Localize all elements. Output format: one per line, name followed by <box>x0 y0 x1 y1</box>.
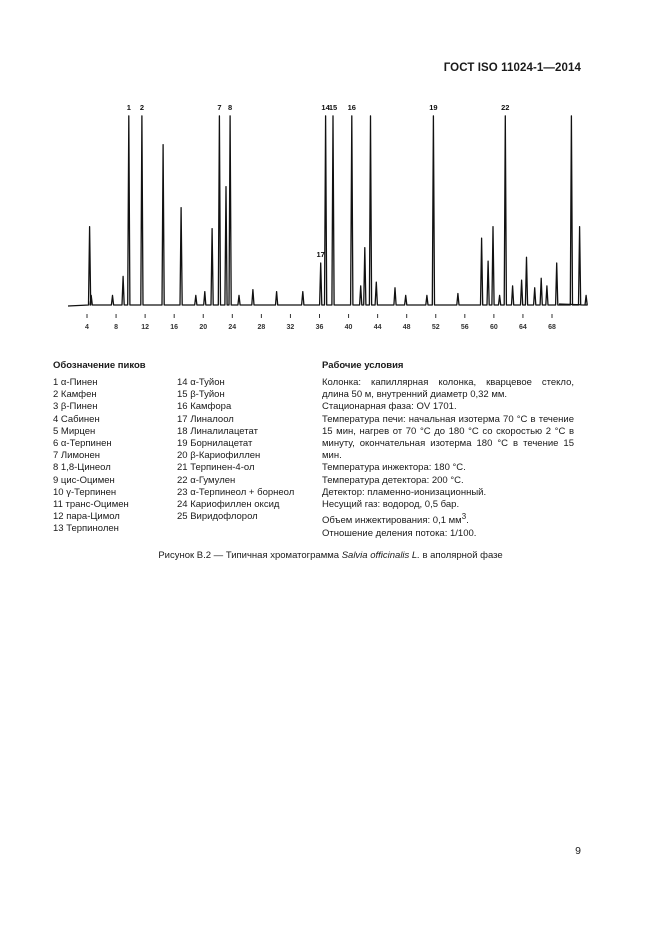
x-tick-label: 16 <box>170 324 179 331</box>
peak-label: 7 <box>217 102 222 112</box>
legend-entry: 17 Линалоол <box>177 413 234 425</box>
peaks-legend-column-2 <box>177 377 294 523</box>
x-tick-label: 20 <box>199 324 208 331</box>
x-tick-label: 40 <box>344 324 353 331</box>
legend-entry: 13 Терпинолен <box>53 523 119 535</box>
x-tick-label: 12 <box>141 324 150 331</box>
x-tick-label: 4 <box>85 324 89 331</box>
peak-label: 8 <box>228 102 233 112</box>
legend-entry: 16 Камфора <box>177 401 232 413</box>
caption-prefix: Рисунок В.2 — Типичная хроматограмма <box>158 550 342 561</box>
legend-entry: 2 Камфен <box>53 389 97 401</box>
peak-label: 22 <box>501 102 510 112</box>
legend-entry: 10 γ-Терпинен <box>53 486 117 498</box>
condition-carrier-gas: Несущий газ: водород, 0,5 бар. <box>322 499 460 511</box>
legend-entry: 11 транс-Оцимен <box>53 499 129 511</box>
conditions-title: Рабочие условия <box>322 360 404 371</box>
legend-entry: 24 Кариофиллен оксид <box>177 499 280 511</box>
peak-label: 16 <box>347 102 356 112</box>
legend-entry: 21 Терпинен-4-ол <box>177 462 255 474</box>
peak-label: 14 <box>321 102 330 112</box>
legend-entry: 14 α-Туйон <box>177 377 225 388</box>
peak-label: 17 <box>316 250 325 259</box>
volume-text: Объем инжектирования: 0,1 мм <box>322 515 462 527</box>
peak-label: 15 <box>328 102 338 112</box>
x-tick-label: 60 <box>489 324 498 331</box>
x-tick-label: 48 <box>402 324 411 331</box>
legend-entry: 6 α-Терпинен <box>53 438 112 450</box>
caption-suffix: в аполярной фазе <box>419 550 503 561</box>
x-tick-label: 68 <box>548 324 556 331</box>
volume-superscript: 3 <box>461 512 467 522</box>
legend-entry: 5 Мирцен <box>53 425 96 437</box>
peak-label: 2 <box>139 102 144 112</box>
condition-detector: Детектор: пламенно-ионизационный. <box>322 486 487 498</box>
legend-entry: 9 цис-Оцимен <box>53 474 115 486</box>
legend-entry: 3 β-Пинен <box>53 401 98 413</box>
peak-label: 19 <box>429 102 438 112</box>
volume-suffix: . <box>466 515 469 527</box>
standard-header: ГОСТ ISO 11024-1—2014 <box>443 62 581 74</box>
x-tick-label: 56 <box>460 324 469 331</box>
legend-entry: 1 α-Пинен <box>53 377 98 388</box>
legend-entry: 15 β-Туйон <box>177 389 225 401</box>
page-number: 9 <box>575 845 581 857</box>
x-axis-ticks <box>85 314 556 331</box>
x-tick-label: 8 <box>114 324 119 331</box>
condition-phase: Стационарная фаза: OV 1701. <box>322 401 457 413</box>
operating-conditions <box>322 377 574 540</box>
chromatogram-trace <box>68 116 587 306</box>
peak-labels <box>127 103 510 259</box>
legend-entry: 8 1,8-Цинеол <box>53 462 111 474</box>
legend-entry: 20 β-Кариофиллен <box>177 450 261 462</box>
condition-column: Колонка: капиллярная колонка, кварцевое стекло, длина 50 м, внутренний диаметр 0,32 мм. <box>322 377 574 401</box>
x-tick-label: 44 <box>373 324 382 331</box>
caption-species: Salvia officinalis L. <box>341 550 420 561</box>
condition-oven: Температура печи: начальная изотерма 70 °C в течение 15 мин, нагрев от 70 °C до 180 °C со скоростью 2 °C в минуту, окончательная изотерма 180 °C в течение 15 мин. <box>322 413 574 462</box>
x-tick-label: 32 <box>286 324 295 331</box>
peaks-legend-title: Обозначение пиков <box>53 360 146 371</box>
legend-entry: 19 Борнилацетат <box>177 438 253 450</box>
legend-entry: 7 Лимонен <box>53 450 101 462</box>
legend-entry: 23 α-Терпинеол + борнеол <box>177 486 295 498</box>
condition-detector-temp: Температура детектора: 200 °C. <box>322 474 464 486</box>
legend-entry: 18 Линалилацетат <box>177 425 258 437</box>
condition-split-ratio: Отношение деления потока: 1/100. <box>322 527 477 539</box>
x-tick-label: 24 <box>228 324 237 331</box>
x-tick-label: 64 <box>519 324 527 331</box>
x-tick-label: 36 <box>315 324 324 331</box>
peak-label: 1 <box>126 102 131 112</box>
chromatogram-chart <box>0 0 661 340</box>
x-tick-label: 28 <box>257 324 266 331</box>
condition-injection-volume <box>322 511 574 527</box>
peaks-legend-column-1 <box>53 377 129 536</box>
condition-injector: Температура инжектора: 180 °C. <box>322 462 466 474</box>
legend-entry: 12 пара-Цимол <box>53 511 120 523</box>
x-tick-label: 52 <box>431 324 440 331</box>
legend-entry: 22 α-Гумулен <box>177 474 236 486</box>
legend-entry: 4 Сабинен <box>53 413 100 425</box>
figure-caption <box>0 550 661 561</box>
legend-entry: 25 Виридофлорол <box>177 511 258 523</box>
